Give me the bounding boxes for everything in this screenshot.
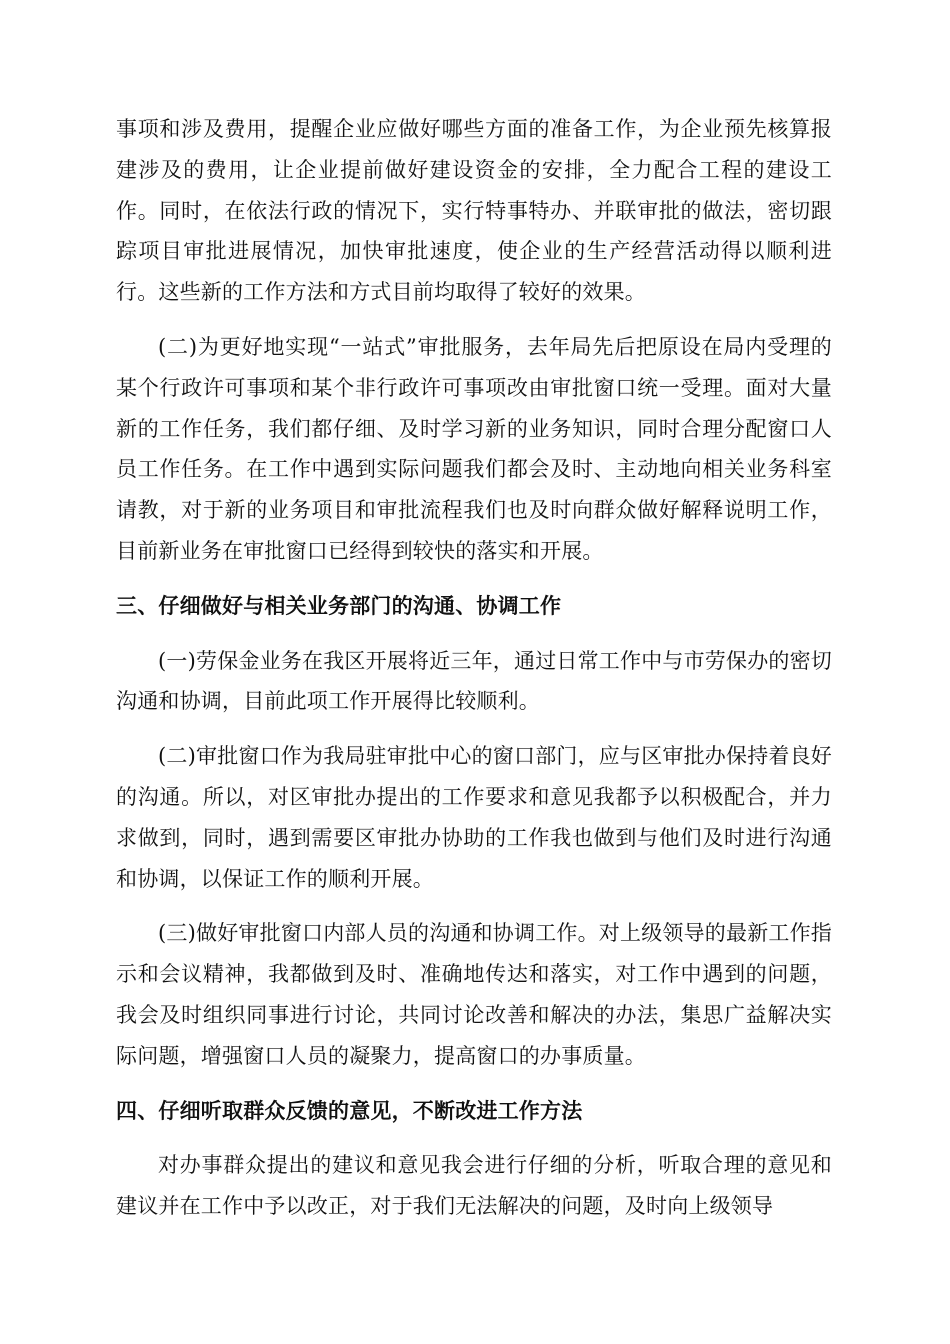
paragraph-approval-office: (二)审批窗口作为我局驻审批中心的窗口部门，应与区审批办保持着良好的沟通。所以，对区审批办提出的工作要求和意见我都予以积极配合，并力求做到，同时，遇到需要区审批办协助的工作我也做到与他们及时进行沟通和协调，以保证工作的顺利开展。 xyxy=(116,744,832,891)
paragraph-continued: 事项和涉及费用，提醒企业应做好哪些方面的准备工作，为企业预先核算报建涉及的费用，让企业提前做好建设资金的安排，全力配合工程的建设工作。同时，在依法行政的情况下，实行特事特办、并联审批的做法，密切跟踪项目审批进展情况，加快审批速度，使企业的生产经营活动得以顺利进行。这些新的工作方法和方式目前均取得了较好的效果。 xyxy=(116,117,832,305)
paragraph-labor-insurance: (一)劳保金业务在我区开展将近三年，通过日常工作中与市劳保办的密切沟通和协调，目前此项工作开展得比较顺利。 xyxy=(116,648,832,714)
document-body xyxy=(116,109,832,1227)
section-heading-three: 三、仔细做好与相关业务部门的沟通、协调工作 xyxy=(116,593,562,618)
paragraph-internal-coordination: (三)做好审批窗口内部人员的沟通和协调工作。对上级领导的最新工作指示和会议精神，我都做到及时、准确地传达和落实，对工作中遇到的问题，我会及时组织同事进行讨论，共同讨论改善和解决的办法，集思广益解决实际问题，增强窗口人员的凝聚力，提高窗口的办事质量。 xyxy=(116,921,832,1068)
paragraph-one-stop-service: (二)为更好地实现“一站式”审批服务，去年局先后把原设在局内受理的某个行政许可事项和某个非行政许可事项改由审批窗口统一受理。面对大量新的工作任务，我们都仔细、及时学习新的业务知识，同时合理分配窗口人员工作任务。在工作中遇到实际问题我们都会及时、主动地向相关业务科室请教，对于新的业务项目和审批流程我们也及时向群众做好解释说明工作，目前新业务在审批窗口已经得到较快的落实和开展。 xyxy=(116,334,832,563)
paragraph-public-feedback: 对办事群众提出的建议和意见我会进行仔细的分析，听取合理的意见和建议并在工作中予以改正，对于我们无法解决的问题，及时向上级领导 xyxy=(116,1153,832,1219)
section-heading-four: 四、仔细听取群众反馈的意见，不断改进工作方法 xyxy=(116,1098,583,1123)
